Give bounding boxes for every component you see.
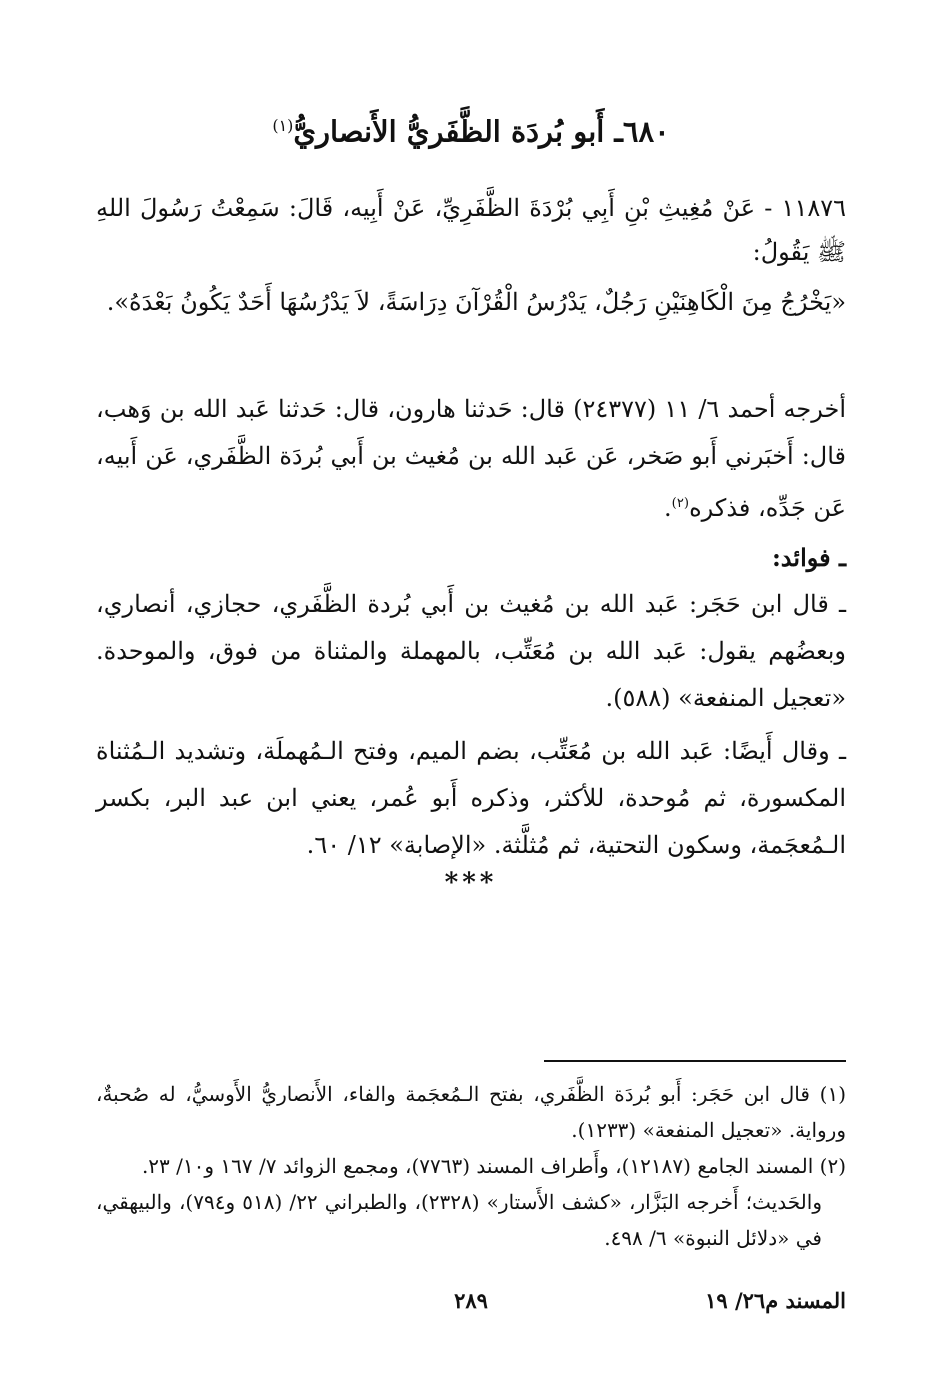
footnotes-block (96, 1076, 846, 1256)
footnote: (٢) المسند الجامع (١٢١٨٧)، وأَطراف المسند (٧٧٦٣)، ومجمع الزوائد ٧/ ١٦٧ و١٠/ ٢٣. (141, 1154, 846, 1178)
takhrij-text: أخرجه أحمد ٦/ ١١ (٢٤٣٧٧) قال: حَدثنا هارون، قال: حَدثنا عَبد الله بن وَهب، قال: أَخبَرني أَبو صَخر، عَن عَبد الله بن مُغيث بن أَبي بُردَة الظَّفَري، عَن أَبيه، عَن جَدِّه، فذكره (96, 395, 846, 522)
takhrij-paragraph (96, 386, 846, 532)
page-number: ٢٨٩ (454, 1288, 488, 1313)
heading-note-mark: (١) (272, 116, 294, 135)
hadith-block (96, 186, 846, 324)
fawaid-block (96, 534, 846, 869)
footnote-continuation: والحَديث؛ أَخرجه البَزَّار، «كشف الأَستار» (٢٣٢٨)، والطبراني ٢٢/ (٥١٨ و٧٩٤)، والبيهقي، في «دلائل النبوة» ٦/ ٤٩٨. (96, 1190, 822, 1250)
entry-heading (0, 104, 942, 154)
fawaid-item: ـ قال ابن حَجَر: عَبد الله بن مُغيث بن أَبي بُردة الظَّفَري، حجازي، أنصاري، وبعضُهم يقول: عَبد الله بن مُعَتِّب، بالمهملة والمثناة من فوق، والموحدة. «تعجيل المنفعة» (٥٨٨). (96, 590, 846, 712)
hadith-text: «يَخْرُجُ مِنَ الْكَاهِنَيْنِ رَجُلٌ، يَدْرُسُ الْقُرْآنَ دِرَاسَةً، لاَ يَدْرُسُهَا أَحَدٌ يَكُونُ بَعْدَهُ». (106, 288, 846, 316)
page-footer (96, 1288, 846, 1328)
volume-reference: المسند م٢٦/ ١٩ (705, 1288, 846, 1313)
takhrij-note-mark: (٢) (671, 496, 690, 511)
hadith-intro: ١١٨٧٦ - عَنْ مُغِيثِ بْنِ أَبِي بُرْدَةَ الظَّفَرِيِّ، عَنْ أَبِيه، قَالَ: سَمِعْتُ رَسُولَ اللهِ ﷺ يَقُولُ: (96, 194, 846, 266)
footnote: (١) قال ابن حَجَر: أَبو بُردَة الظَّفَري، بفتح الـمُعجَمة والفاء، الأَنصاريُّ الأَوسيُّ، له صُحبةٌ، ورواية. «تعجيل المنفعة» (١٢٣٣). (96, 1082, 846, 1142)
footnote-divider (544, 1060, 846, 1062)
fawaid-title: ـ فوائد: (771, 543, 846, 572)
takhrij-block (96, 386, 846, 532)
entry-heading-text: ٦٨٠ـ أَبو بُردَة الظَّفَريُّ الأَنصاريُّ (293, 114, 670, 149)
section-separator: *** (444, 868, 498, 898)
takhrij-end: . (664, 494, 672, 522)
fawaid-item: ـ وقال أَيضًا: عَبد الله بن مُعَتِّب، بضم الميم، وفتح الـمُهملَة، وتشديد الـمُثناة المكسورة، ثم مُوحدة، للأكثر، وذكره أَبو عُمر، يعني ابن عبد البر، بكسر الـمُعجَمة، وسكون التحتية، ثم مُثلَّثة. «الإصابة» ١٢/ ٦٠. (96, 737, 846, 859)
